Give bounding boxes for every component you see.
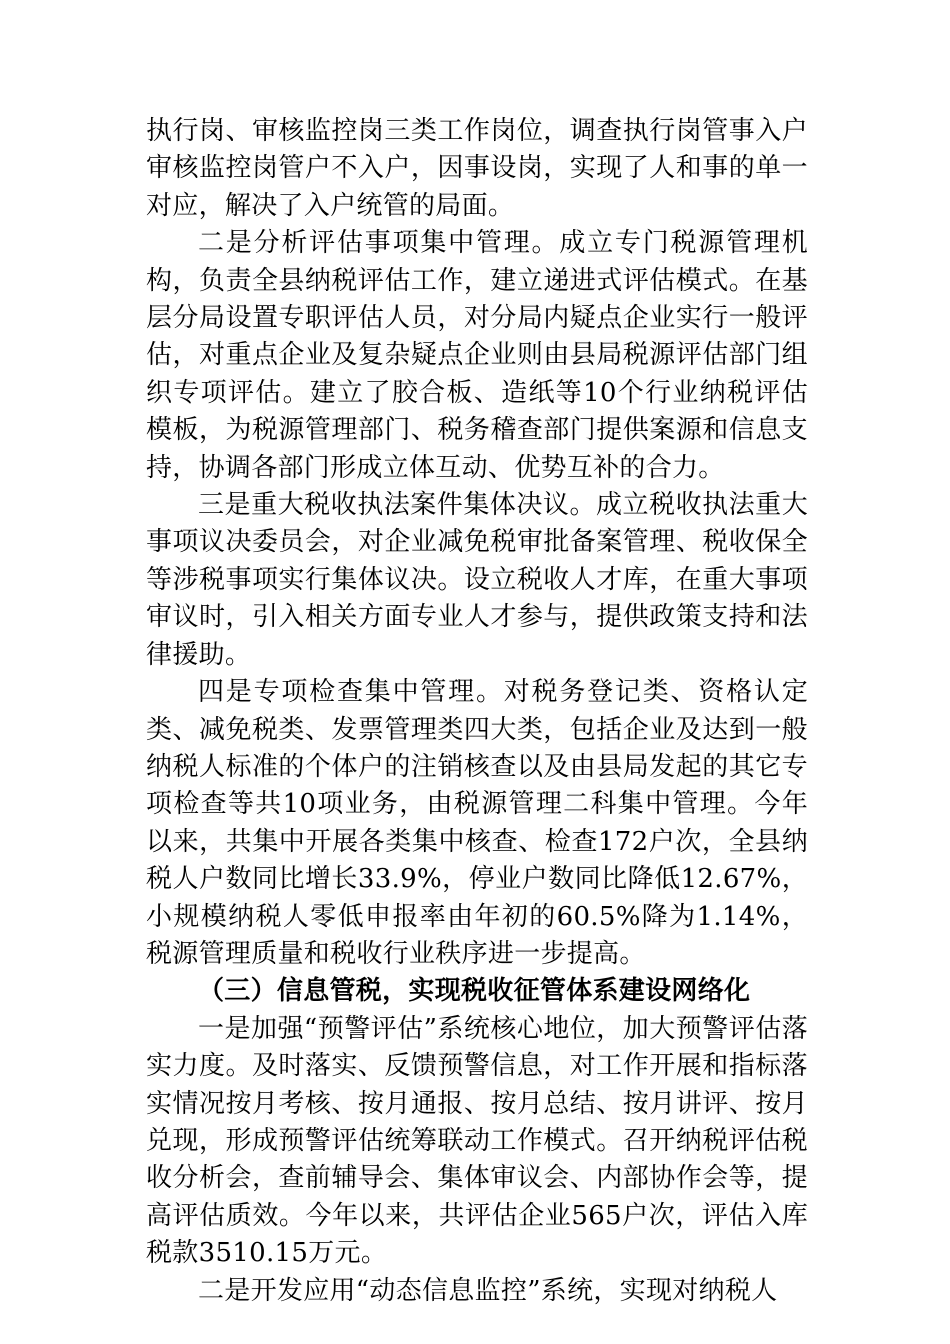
paragraph-analysis-assessment: 二是分析评估事项集中管理。成立专门税源管理机构，负责全县纳税评估工作，建立递进式评估模式。在基层分局设置专职评估人员，对分局内疑点企业实行一般评估，对重点企业及复杂疑点企业则由县局税源评估部门组织专项评估。建立了胶合板、造纸等10个行业纳税评估模板，为税源管理部门、税务稽查部门提供案源和信息支持，协调各部门形成立体互动、优势互补的合力。	[146, 228, 808, 483]
paragraph-warning-assessment: 一是加强“预警评估”系统核心地位，加大预警评估落实力度。及时落实、反馈预警信息，对工作开展和指标落实情况按月考核、按月通报、按月总结、按月讲评、按月兑现，形成预警评估统筹联动工作模式。召开纳税评估税收分析会，查前辅导会、集体审议会、内部协作会等，提高评估质效。今年以来，共评估企业565户次，评估入库税款3510.15万元。	[146, 1013, 808, 1269]
paragraph-special-inspection: 四是专项检查集中管理。对税务登记类、资格认定类、减免税类、发票管理类四大类，包括企业及达到一般纳税人标准的个体户的注销核查以及由县局发起的其它专项检查等共10项业务，由税源管理二科集中管理。今年以来，共集中开展各类集中核查、检查172户次，全县纳税人户数同比增长33.9%，停业户数同比降低12.67%，小规模纳税人零低申报率由年初的60.5%降为1.14%，税源管理质量和税收行业秩序进一步提高。	[146, 677, 808, 969]
document-page	[146, 113, 808, 1310]
paragraph-collective-decision: 三是重大税收执法案件集体决议。成立税收执法重大事项议决委员会，对企业减免税审批备案管理、税收保全等涉税事项实行集体议决。设立税收人才库，在重大事项审议时，引入相关方面专业人才参与，提供政策支持和法律援助。	[146, 490, 808, 670]
paragraph-dynamic-monitoring: 二是开发应用“动态信息监控”系统，实现对纳税人	[198, 1275, 778, 1306]
paragraph-continuation: 执行岗、审核监控岗三类工作岗位，调查执行岗管事入户审核监控岗管户不入户，因事设岗，实现了人和事的单一对应，解决了入户统管的局面。	[146, 116, 808, 221]
section-heading: （三）信息管税，实现税收征管体系建设网络化	[198, 976, 751, 1007]
